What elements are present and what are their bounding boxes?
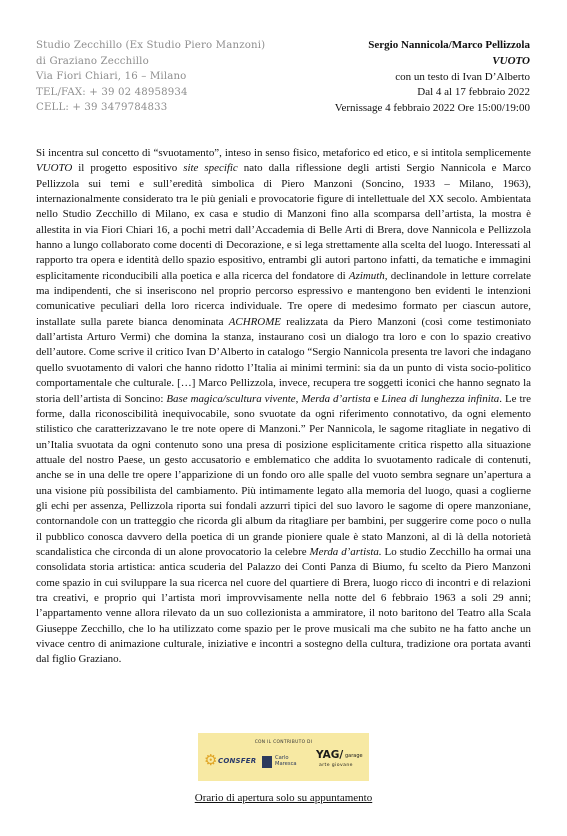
yag-garage-text: garage [345,753,363,759]
consfer-logo [204,750,257,774]
body-italic-span: VUOTO [36,162,73,175]
carlo-maresca-logo [262,755,310,773]
maresca-logo-line1: Carlo [275,755,289,761]
studio-address: Via Fiori Chiari, 16 – Milano [36,71,187,82]
exhibition-dates: Dal 4 al 17 febbraio 2022 [417,86,530,99]
yag-logo-text: YAG/ [316,749,344,761]
exhibition-title: VUOTO [492,54,530,67]
body-italic-span: Merda d’artista. [309,545,382,558]
exhibition-text-credit: con un testo di Ivan D’Alberto [395,70,530,83]
body-text-span: Lo studio Zecchillo ha ormai una consolidata storia artistica: antica scuderia del Palazzo dei Conti Panza di Biumo, fu scelto da Piero Manzoni come spazio in cui sviluppare la sua ricerca nel cuore del quartiere di Brera, luogo ricco di incontri e di relazioni tra creativi, e proprio qui l’artista morì improvvisamente nella notte del 6 febbraio 1963 a soli 29 anni; l’appartamento venne allora rilevato da un suo collezionista a ammiratore, il noto baritono del Teatro alla Scala Giuseppe Zecchillo, che lo ha utilizzato come spazio per le prove musicali ma che subito ne ha fatto anche un vivace centro di animazione culturale, iniziative e incontri a sostegno della cultura, tradizione ora portata avanti dal figlio Graziano. [36,545,531,666]
studio-phone: TEL/FAX: + 39 02 48958934 [36,86,188,98]
press-release-paragraph [36,146,531,668]
body-text-span: realizzata da Piero Manzoni (così come testimoniato dall’artista Arturo Vermi) che domina la stanza, instaurano così un dialogo tra loro e con lo spazio creativo dell’autore. Come scrive il critico Ivan D’Alberto in catalogo “Sergio Nannicola presenta tre lavori che indagano quello svuotamento di valori che hanno ridotto l’Italia ai minimi termini: sia da un punto di vista socio-politico comportamentale che culturale. […] Marco Pellizzola, invece, recupera tre soggetti iconici che hanno segnato la storia dell’artista di Soncino: [36,315,532,405]
sponsor-banner [198,733,369,781]
body-text-span: nato dalla riflessione degli artisti Sergio Nannicola e Marco Pellizzola sui temi e sull’eredità simbolica di Piero Manzoni (Soncino, 1933 – Milano, 1963), internazionalmente considerato tra le più geniali e provocatorie figure di intellettuale del XX secolo. Ambientata nello Studio Zecchillo di Milano, ex casa e studio di Manzoni fino alla scomparsa dell’artista, la mostra è allestita in via Fiori Chiari 16, a pochi metri dall’Accademia di Belle Arti di Brera, dove Nannicola e Pellizzola hanno a lungo collaborato come docenti di Decorazione, e si lega strettamente alla scelta del luogo. Interessati al rapporto tra opera e identità dello spazio espositivo, entrambi gli autori partono infatti, da tematiche e immagini esplicitamente riconducibili alla poetica e alla ricerca del fondatore di [36,162,531,282]
exhibition-info-block [280,38,530,117]
yag-subtitle: arte giovane [319,763,353,768]
studio-owner: di Graziano Zecchillo [36,55,149,67]
body-italic-span: Base magica/scultura vivente, Merda d’artista [166,392,371,405]
studio-cell: CELL: + 39 3479784833 [36,102,168,113]
consfer-logo-text: CONSFER [218,757,257,765]
maresca-mark-icon [262,756,272,768]
exhibition-vernissage: Vernissage 4 febbraio 2022 Ore 15:00/19:00 [334,102,530,115]
body-text-span: il progetto espositivo [72,162,184,175]
body-text-span: e [370,392,382,405]
body-italic-span: site specific [183,162,238,175]
gear-icon: ⚙ [204,751,218,769]
body-text-span: Si incentra sul concetto di “svuotamento”, inteso in senso fisico, metaforico ed etico, e si intitola semplicemente [36,147,531,159]
press-release-body [36,146,531,668]
body-italic-span: ACHROME [228,315,281,328]
sponsor-caption: CON IL CONTRIBUTO DI [254,740,313,745]
studio-name: Studio Zecchillo (Ex Studio Piero Manzoni) [36,40,266,51]
yag-garage-logo [316,749,366,777]
body-text-span: declinandole in letture correlate ma indipendenti, che si inseriscono nel proprio percorso espressivo e mantengono ben evidenti le intenzioni comunicative peculiari della loro ricerca individuale. Tre opere di medesimo formato per ciascun autore, installate sulla parete bianca denominata [36,269,531,328]
body-italic-span: Azimuth, [348,269,388,282]
body-italic-span: Linea di lunghezza infinita [381,392,500,405]
maresca-logo-line2: Maresca [275,761,297,767]
opening-hours-note: Orario di apertura solo su appuntamento [194,792,373,804]
studio-contact-block [36,38,306,116]
exhibition-artists: Sergio Nannicola/Marco Pellizzola [368,39,530,51]
body-text-span: . Le tre forme, dalla riconoscibilità inequivocabile, sono svuotate da ogni riferimento connotativo, da ogni elemento stilistico che caratterizzavano le tre note opere di Manzoni.” Per Nannicola, le sagome ritagliate in negativo di un’Italia svuotata da ogni contenuto sono una presa di posizione esplicitamente critica rispetto alla situazione attuale del nostro Paese, un gesto accusatorio e emblematico che addita lo svuotamento radicale di contenuti, anche se in una delle tre opere l’apparizione di un fondo oro alle spalle del vuoto sembra segnare un’apertura a una visione più possibilista del cambiamento. Più intimamente legato alla memoria del luogo, quasi a coglierne gli echi per assenza, Pellizzola riporta sui fondali azzurri tipici del suo lavoro le sagome di opere manzoniane, contornandole con un tratteggio che ricorda gli album da ritagliare per bambini, per suggerire come poco o nulla il pubblico conosca davvero della poetica di un grande pioniere quale è stato Manzoni, al di là della notorietà scandalistica che circonda di un alone provocatorio la celebre [36,392,532,558]
